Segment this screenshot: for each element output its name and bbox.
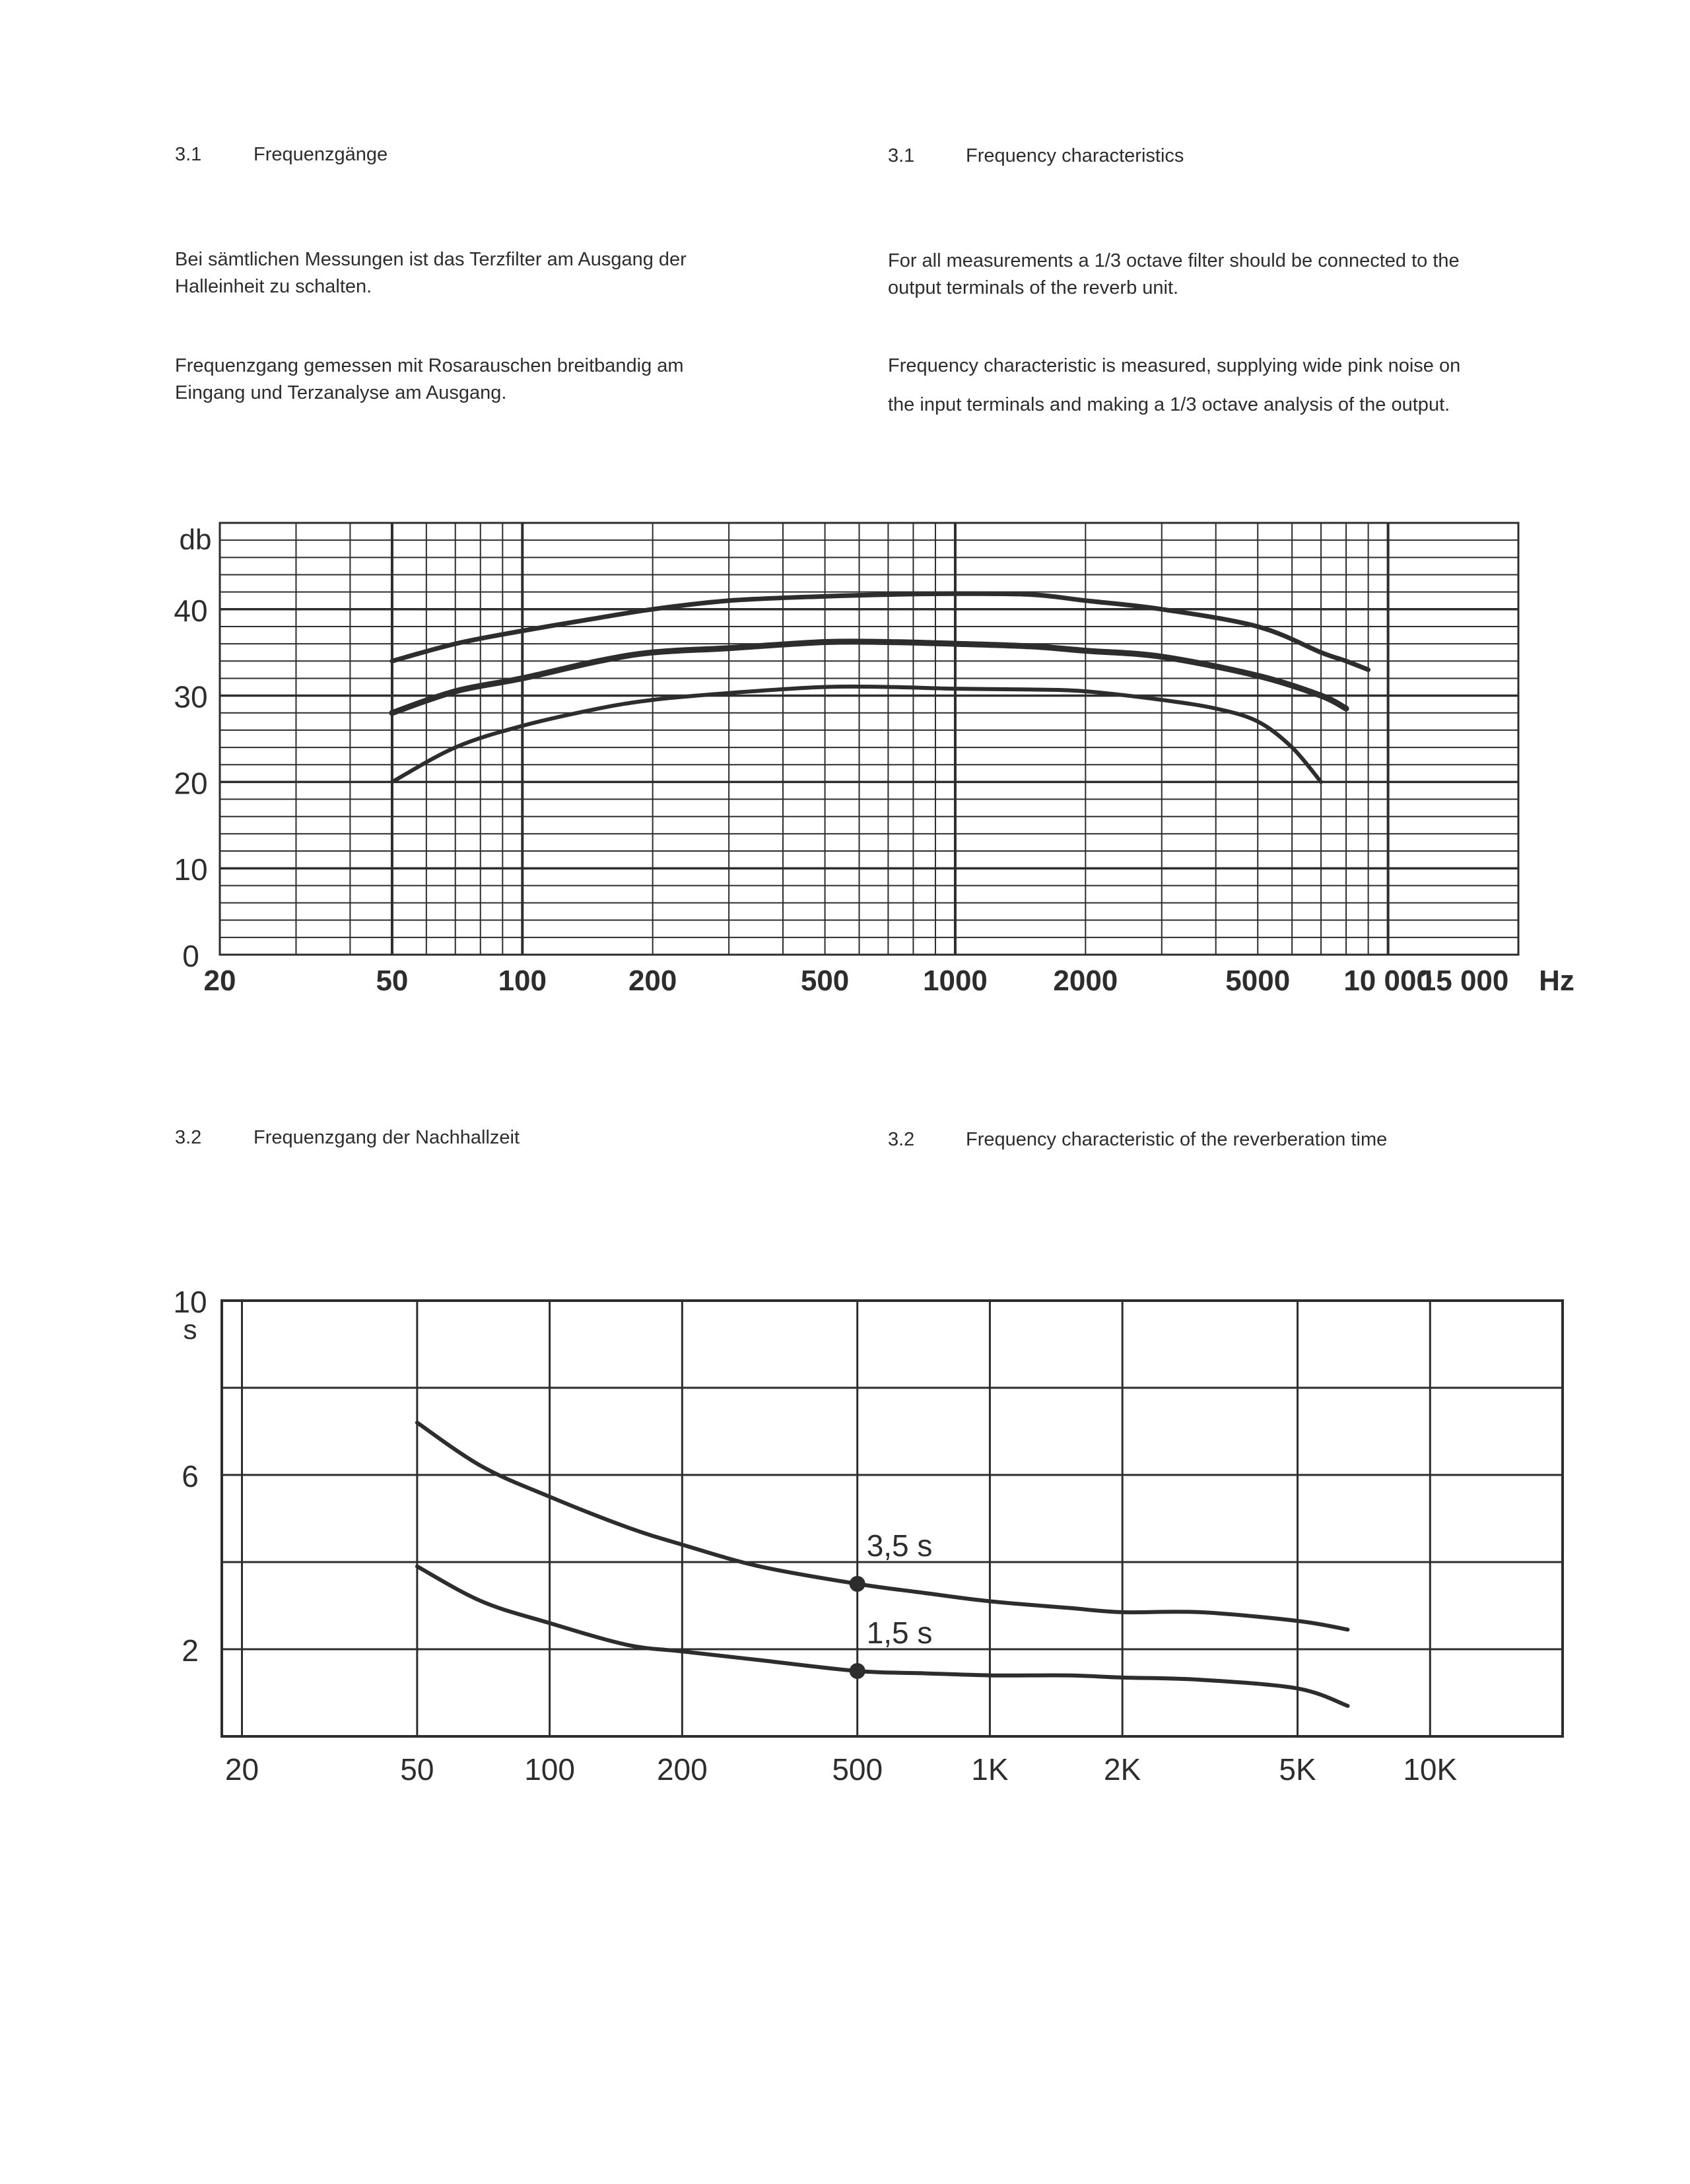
y-axis-unit-label: db xyxy=(179,524,212,556)
y-tick-label: 30 xyxy=(174,679,208,714)
section-32-de-number: 3.2 xyxy=(175,1127,202,1148)
x-tick-label: 20 xyxy=(203,965,236,997)
section-31-de-para2-line2: Eingang und Terzanalyse am Ausgang. xyxy=(175,382,507,403)
section-31-en-title: Frequency characteristics xyxy=(966,145,1184,166)
annotation-label: 3,5 s xyxy=(866,1528,933,1563)
section-31-de-para1-line1: Bei sämtlichen Messungen ist das Terzfilter am Ausgang der xyxy=(175,249,687,270)
y-tick-label: 10 xyxy=(173,1285,207,1319)
section-31-de-title: Frequenzgänge xyxy=(254,144,388,165)
y-tick-label: 2 xyxy=(182,1633,199,1668)
section-31-en-para2-line2: the input terminals and making a 1/3 octave analysis of the output. xyxy=(888,394,1450,415)
section-32-de-title: Frequenzgang der Nachhallzeit xyxy=(254,1127,520,1148)
section-32-en-number: 3.2 xyxy=(888,1129,915,1150)
x-tick-label: 5000 xyxy=(1225,965,1291,997)
annotation-label: 1,5 s xyxy=(866,1616,933,1650)
series-line-upper xyxy=(417,1423,1348,1630)
series-line-lower xyxy=(392,687,1321,782)
section-31-en-number: 3.1 xyxy=(888,145,915,166)
x-tick-label: 1K xyxy=(971,1752,1009,1787)
frequency-response-chart xyxy=(0,502,1690,1017)
x-tick-label: 10 000 xyxy=(1343,965,1433,997)
section-31-de-para2-line1: Frequenzgang gemessen mit Rosarauschen breitbandig am xyxy=(175,355,684,376)
section-32-en-title: Frequency characteristic of the reverberation time xyxy=(966,1129,1388,1150)
x-tick-label: 200 xyxy=(628,965,677,997)
data-point-marker xyxy=(850,1663,865,1679)
y-tick-label: 10 xyxy=(174,852,208,887)
y-tick-label: 20 xyxy=(174,766,208,801)
section-31-de-number: 3.1 xyxy=(175,144,202,165)
x-tick-label: 5K xyxy=(1279,1752,1316,1787)
x-tick-label: 20 xyxy=(224,1752,259,1787)
x-tick-label: 50 xyxy=(376,965,409,997)
x-tick-label: 50 xyxy=(400,1752,434,1787)
section-31-en-para1-line1: For all measurements a 1/3 octave filter should be connected to the xyxy=(888,250,1460,271)
x-tick-label: 100 xyxy=(498,965,547,997)
y-tick-label: 6 xyxy=(182,1459,199,1493)
x-tick-label: 2K xyxy=(1104,1752,1141,1787)
section-31-en-para2-line1: Frequency characteristic is measured, supplying wide pink noise on xyxy=(888,355,1461,376)
data-point-marker xyxy=(850,1576,865,1592)
y-tick-label: 40 xyxy=(174,593,208,628)
section-31-en-para1-line2: output terminals of the reverb unit. xyxy=(888,277,1179,298)
x-tick-label: 15 000 xyxy=(1419,965,1509,997)
y-tick-label: 0 xyxy=(182,939,199,973)
x-tick-label: 200 xyxy=(656,1752,708,1787)
x-tick-label: 100 xyxy=(524,1752,575,1787)
x-tick-label: 500 xyxy=(800,965,850,997)
plot-frame xyxy=(220,523,1518,955)
series-line-middle xyxy=(392,642,1346,713)
x-tick-label: 500 xyxy=(832,1752,883,1787)
series-line-upper xyxy=(392,594,1369,669)
x-tick-label: 10K xyxy=(1403,1752,1458,1787)
x-tick-label: 2000 xyxy=(1053,965,1118,997)
x-tick-label: 1000 xyxy=(923,965,988,997)
reverberation-time-chart xyxy=(0,1281,1690,1822)
section-31-de-para1-line2: Halleinheit zu schalten. xyxy=(175,276,372,297)
x-axis-unit-label: Hz xyxy=(1539,965,1574,997)
y-axis-unit-label: s xyxy=(183,1314,197,1345)
